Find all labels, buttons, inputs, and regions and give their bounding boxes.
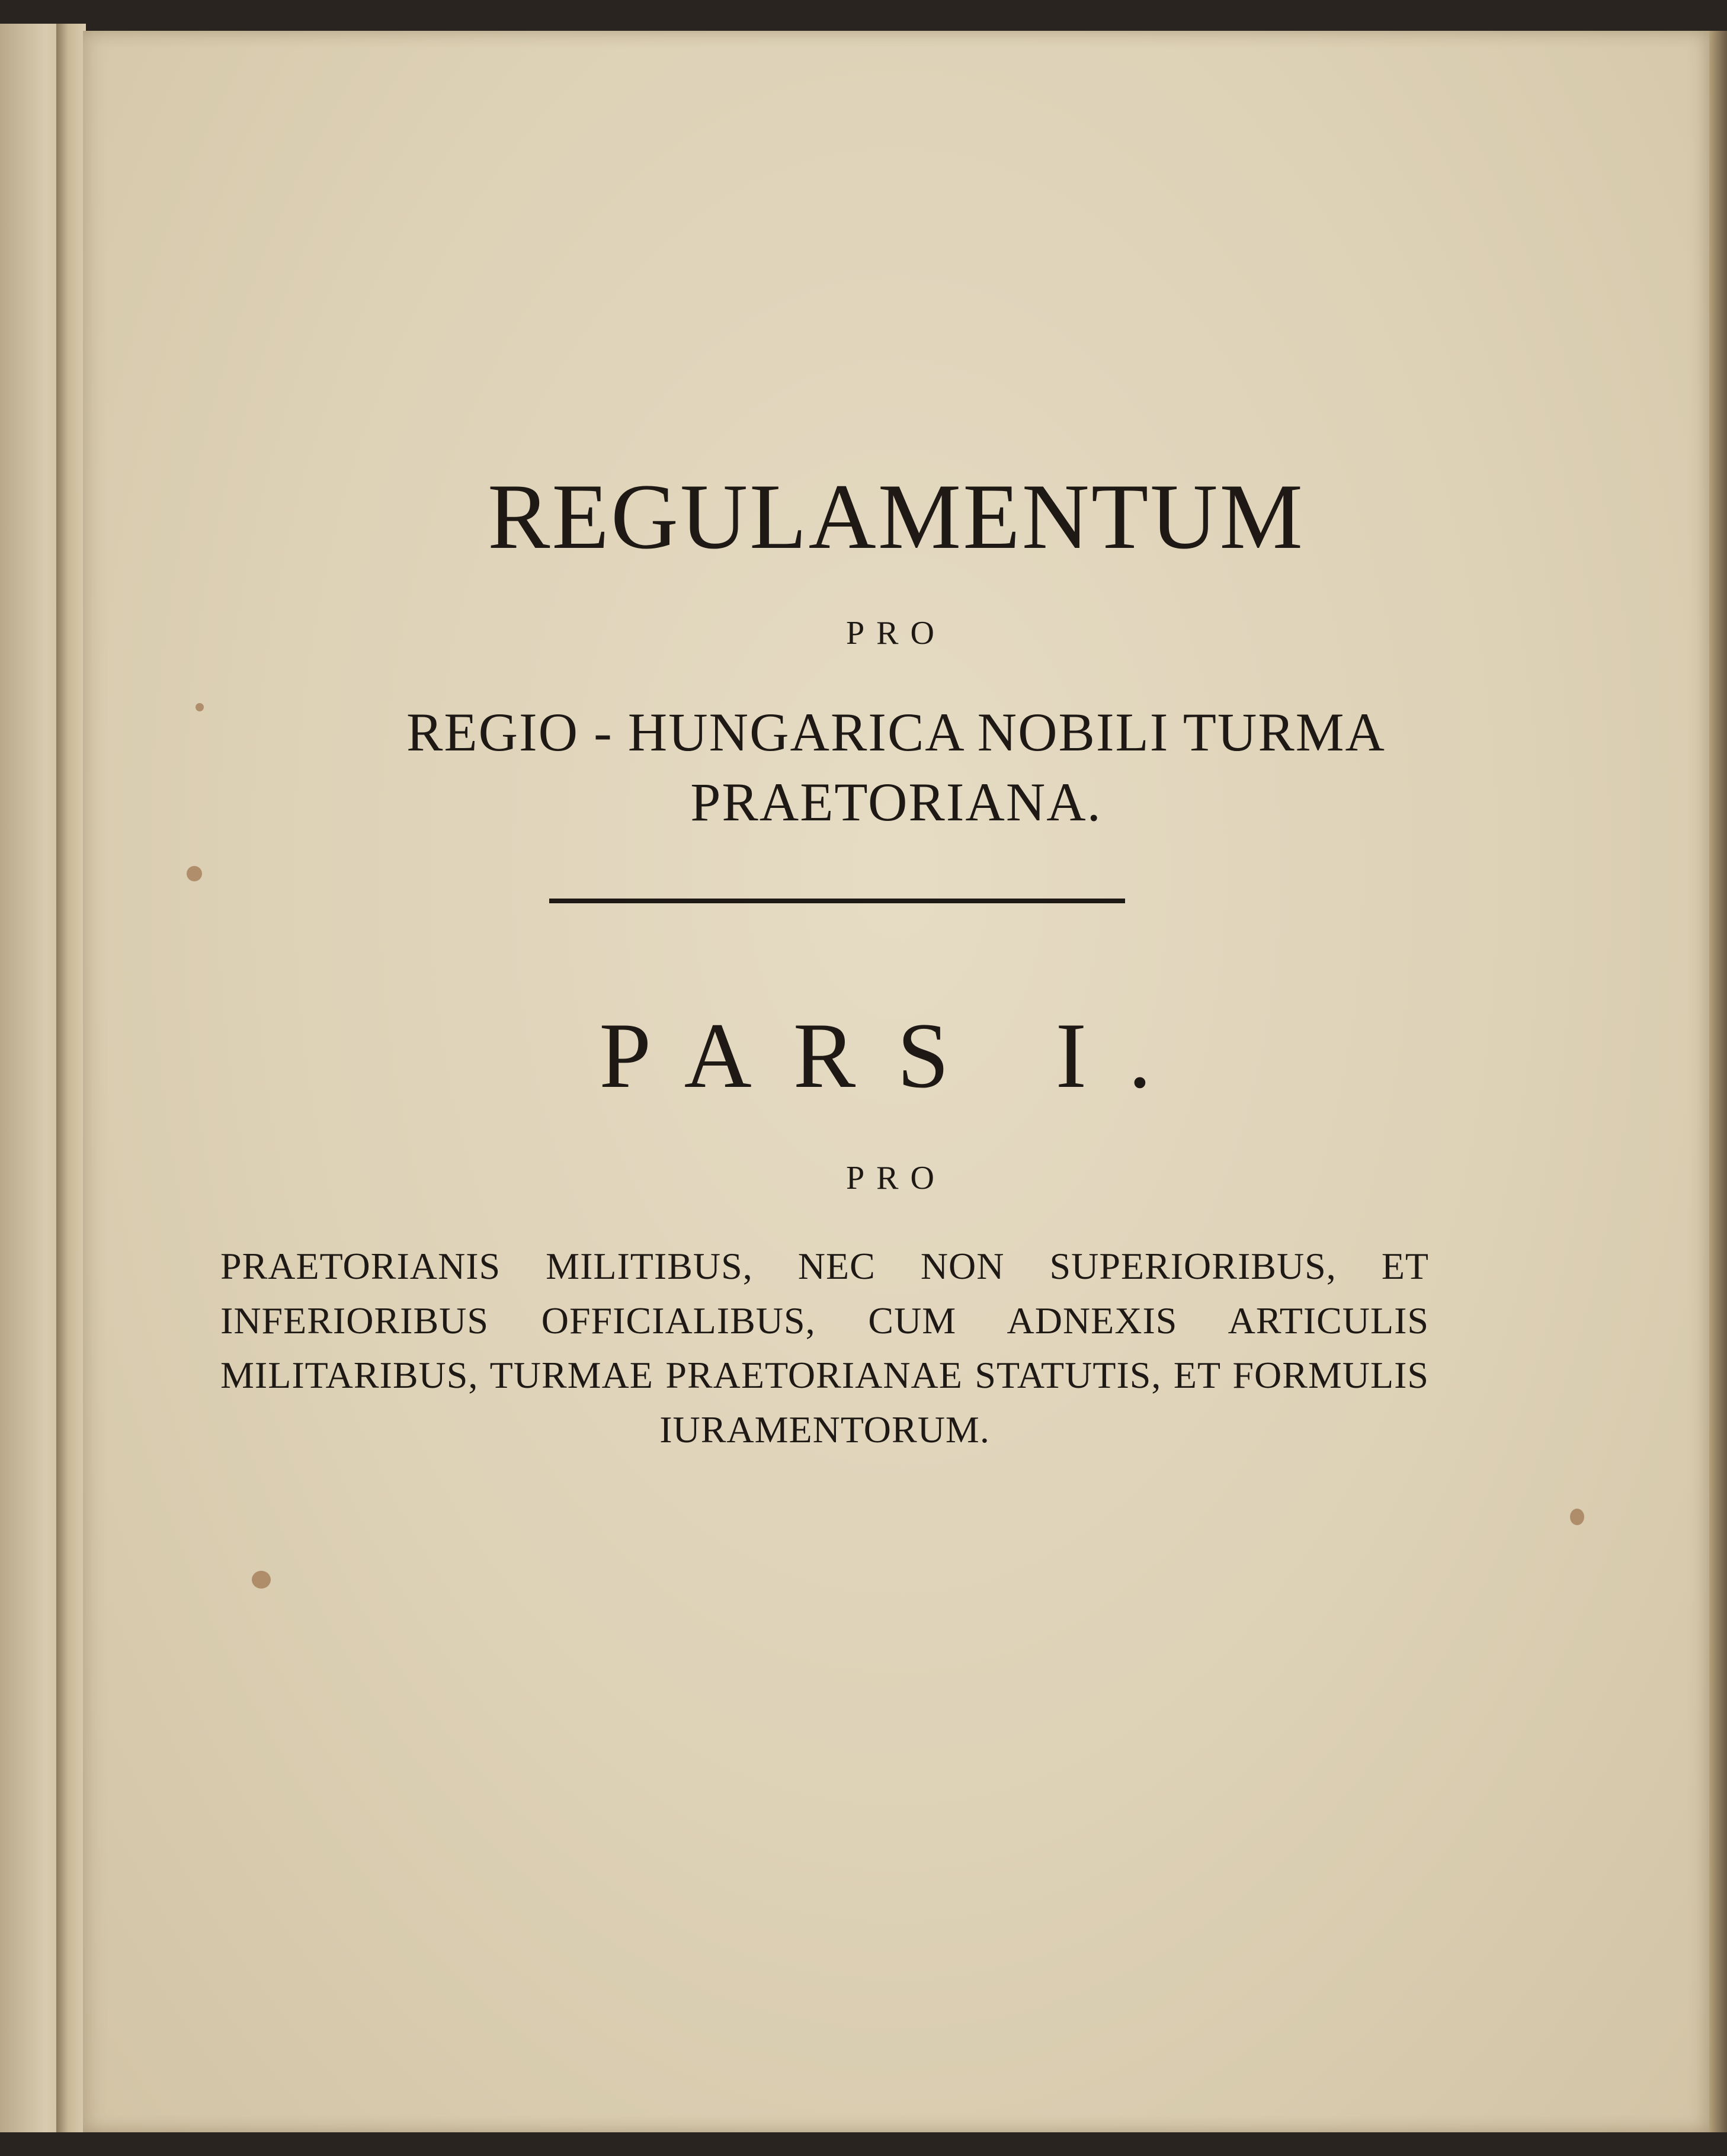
page-right-edge (1709, 31, 1727, 2132)
part-heading: PARS I. (599, 1004, 1193, 1108)
book-page (83, 31, 1709, 2132)
page-title: REGULAMENTUM (488, 465, 1305, 569)
horizontal-rule (549, 899, 1125, 903)
subtitle (83, 697, 1709, 837)
subtitle-line-2: PRAETORIANA. (690, 772, 1102, 832)
pro-label: PRO (846, 615, 946, 652)
foxing-spot (1570, 1509, 1584, 1525)
book-gutter (56, 24, 86, 2132)
foxing-spot (187, 866, 202, 881)
pro-label-2: PRO (846, 1160, 946, 1196)
part-description: PRAETORIANIS MILITIBUS, NEC NON SUPERIORIBUS, ET INFERIORIBUS OFFICIALIBUS, CUM ADNEXIS ARTICULIS MILITARIBUS, TURMAE PRAETORIANAE STATUTIS, ET FORMULIS IURAMENTORUM. (220, 1245, 1429, 1451)
subtitle-line-1: REGIO - HUNGARICA NOBILI TURMA (406, 702, 1386, 762)
foxing-spot (252, 1571, 271, 1589)
